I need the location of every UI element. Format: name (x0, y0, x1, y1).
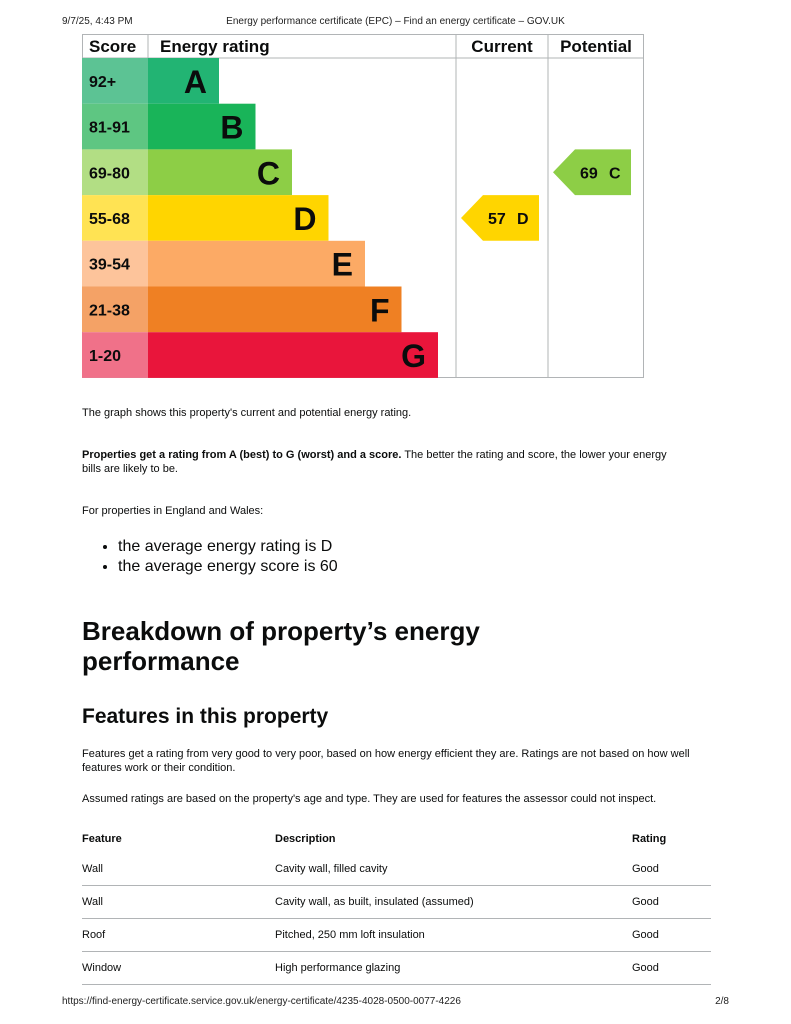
table-row (82, 853, 711, 886)
average-score-item: • the average energy score is 60 (118, 557, 338, 577)
description-cell: Cavity wall, filled cavity (275, 853, 632, 886)
print-footer (62, 996, 729, 1010)
epc-rating-chart (82, 34, 644, 378)
score-header: Score (89, 37, 137, 56)
column-header-rating: Rating (632, 833, 667, 845)
rating-letter-label: A (183, 63, 207, 100)
potential-rating-score: 69 (580, 165, 598, 183)
features-heading: Features in this property (82, 705, 329, 728)
column-header-feature: Feature (82, 833, 122, 845)
assumed-ratings-note: Assumed ratings are based on the property's age and type. They are used for features the assessor could not inspect. (82, 793, 657, 805)
breakdown-heading: Breakdown of property’s energy performance (82, 616, 480, 676)
feature-cell: Window (82, 952, 275, 985)
features-table (82, 825, 711, 985)
graph-explanation: The graph shows this property's current and potential energy rating. (82, 407, 412, 419)
rating-explanation-rest: The better the rating and score, the lower your energy bills are likely to be. (82, 449, 667, 475)
potential-rating-letter: C (609, 165, 621, 183)
table-row (82, 919, 711, 952)
table-row (82, 886, 711, 919)
rating-letter-label: F (369, 292, 390, 329)
print-date: 9/7/25, 4:43 PM (62, 16, 133, 27)
feature-cell: Wall (82, 853, 275, 886)
description-cell: Cavity wall, as built, insulated (assumed) (275, 886, 632, 919)
print-page-number: 2/8 (715, 996, 729, 1007)
rating-bar-g (148, 332, 438, 378)
current-rating-score: 57 (488, 210, 506, 228)
score-range-label: 92+ (89, 73, 117, 91)
rating-cell: Good (632, 853, 711, 886)
features-intro: Features get a rating from very good to very poor, based on how energy efficient they are. Ratings are not based on how well features work or their condition. (82, 748, 690, 774)
rating-cell: Good (632, 952, 711, 985)
rating-letter-label: D (293, 200, 317, 237)
table-header-row (82, 825, 711, 853)
current-header: Current (471, 37, 533, 56)
rating-cell: Good (632, 919, 711, 952)
description-cell: High performance glazing (275, 952, 632, 985)
description-cell: Pitched, 250 mm loft insulation (275, 919, 632, 952)
feature-cell: Roof (82, 919, 275, 952)
score-range-label: 55-68 (89, 210, 130, 228)
rating-letter-label: B (220, 109, 244, 146)
current-rating-letter: D (517, 210, 529, 228)
rating-letter-label: C (256, 155, 280, 192)
energy-rating-header: Energy rating (160, 37, 270, 56)
print-header (62, 16, 729, 30)
rating-cell: Good (632, 886, 711, 919)
potential-header: Potential (560, 37, 632, 56)
score-range-label: 1-20 (89, 348, 122, 366)
rating-letter-label: E (331, 246, 353, 283)
score-range-label: 69-80 (89, 165, 130, 183)
score-range-label: 81-91 (89, 119, 130, 137)
table-row (82, 952, 711, 985)
column-header-description: Description (275, 833, 336, 845)
england-wales-intro: For properties in England and Wales: (82, 505, 264, 517)
rating-letter-label: G (401, 338, 426, 375)
feature-cell: Wall (82, 886, 275, 919)
averages-list (82, 537, 338, 577)
average-rating-item: • the average energy rating is D (118, 537, 338, 557)
rating-explanation-bold: Properties get a rating from A (best) to G (worst) and a score. (82, 449, 402, 461)
rating-explanation (82, 448, 682, 476)
rating-bar-f (148, 287, 402, 333)
score-range-label: 39-54 (89, 256, 130, 274)
print-page-title: Energy performance certificate (EPC) – Find an energy certificate – GOV.UK (226, 16, 565, 27)
score-range-label: 21-38 (89, 302, 130, 320)
print-url: https://find-energy-certificate.service.gov.uk/energy-certificate/4235-4028-0500-0077-4226 (62, 996, 461, 1007)
